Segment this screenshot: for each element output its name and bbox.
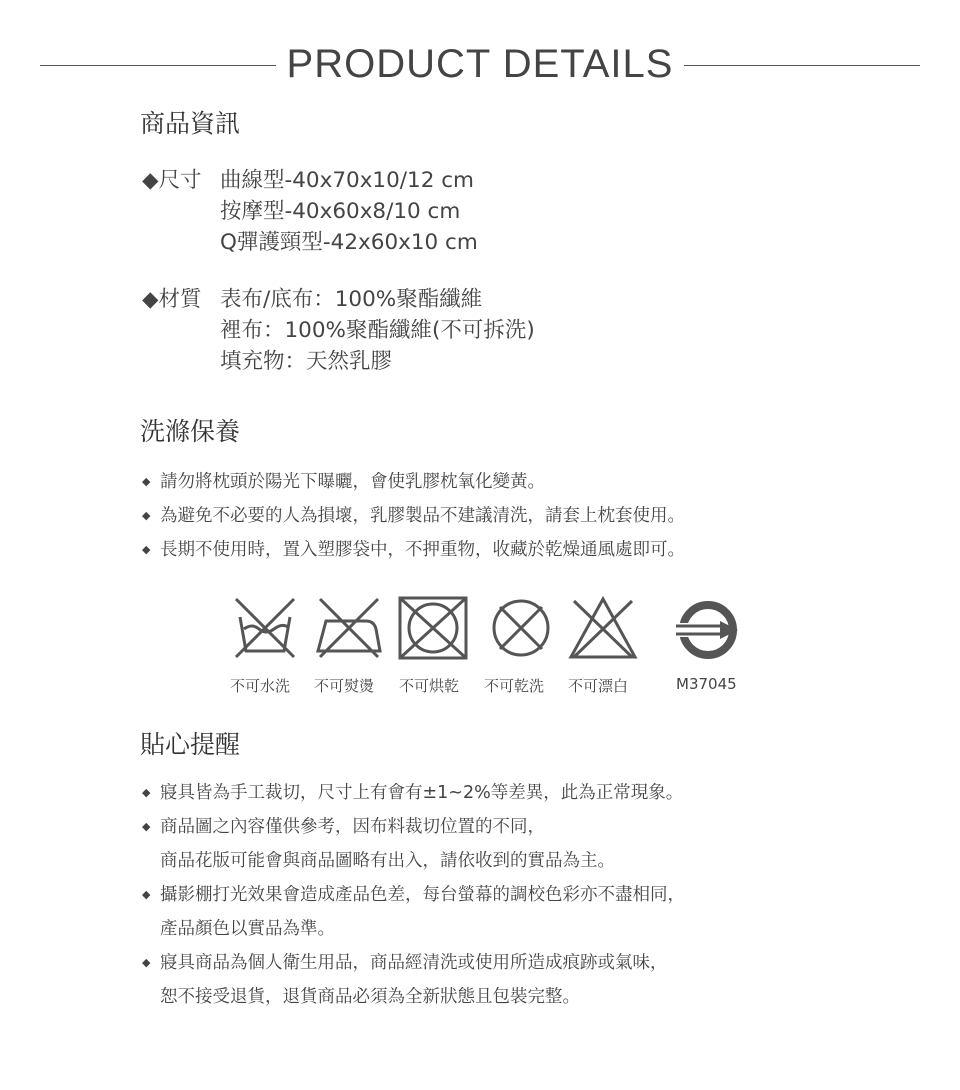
care-label: 不可熨燙	[314, 677, 375, 695]
size-line: 曲線型-40x70x10/12 cm	[220, 168, 474, 193]
title-divider-right	[684, 65, 920, 66]
certification-number: M37045	[676, 675, 737, 693]
no-bleach-icon	[568, 595, 638, 661]
care-label: 不可乾洗	[484, 677, 545, 695]
list-item: ◆ 為避免不必要的人為損壞，乳膠製品不建議清洗，請套上枕套使用。	[142, 499, 685, 533]
care-list	[142, 465, 685, 567]
certification-mark-icon	[672, 599, 744, 661]
reminders-list	[142, 776, 685, 1014]
bullet-diamond: ◆	[142, 475, 151, 488]
list-item-continuation: 商品花版可能會與商品圖略有出入，請依收到的實品為主。	[160, 851, 615, 871]
no-iron-icon	[314, 595, 384, 661]
bullet-diamond: ◆	[142, 956, 151, 969]
care-label: 不可漂白	[568, 677, 629, 695]
care-heading: 洗滌保養	[140, 417, 241, 446]
care-label: 不可烘乾	[399, 677, 460, 695]
page-title: PRODUCT DETAILS	[286, 42, 674, 86]
material-line: 裡布：100%聚酯纖維(不可拆洗)	[220, 318, 535, 343]
material-line: 表布/底布：100%聚酯纖維	[220, 287, 483, 312]
reminders-heading: 貼心提醒	[140, 730, 241, 759]
list-item-continuation: 產品顏色以實品為準。	[160, 919, 335, 939]
no-dry-clean-icon	[488, 595, 554, 661]
care-label: 不可水洗	[230, 677, 291, 695]
bullet-diamond: ◆	[142, 786, 151, 799]
list-item: ◆ 長期不使用時，置入塑膠袋中，不押重物，收藏於乾燥通風處即可。	[142, 533, 685, 567]
no-tumble-dry-icon	[396, 595, 470, 661]
bullet-diamond: ◆	[142, 820, 151, 833]
no-wash-icon	[232, 595, 298, 661]
list-item: ◆ 攝影棚打光效果會造成產品色差，每台螢幕的調校色彩亦不盡相同，	[142, 878, 685, 912]
list-item: ◆ 寢具皆為手工裁切，尺寸上有會有±1~2%等差異，此為正常現象。	[142, 776, 685, 810]
list-item: ◆ 請勿將枕頭於陽光下曝曬，會使乳膠枕氧化變黃。	[142, 465, 685, 499]
size-line: 按摩型-40x60x8/10 cm	[220, 199, 461, 224]
list-item: ◆ 寢具商品為個人衛生用品，商品經清洗或使用所造成痕跡或氣味，	[142, 946, 685, 980]
title-row	[0, 38, 960, 94]
product-info-heading: 商品資訊	[140, 109, 241, 138]
care-symbols	[228, 595, 748, 665]
size-label: ◆尺寸	[142, 168, 202, 193]
list-item-continuation: 恕不接受退貨，退貨商品必須為全新狀態且包裝完整。	[160, 987, 580, 1007]
bullet-diamond: ◆	[142, 888, 151, 901]
bullet-diamond: ◆	[142, 543, 151, 556]
list-item: ◆ 商品圖之內容僅供參考，因布料裁切位置的不同，	[142, 810, 685, 844]
material-label: ◆材質	[142, 287, 202, 312]
bullet-diamond: ◆	[142, 509, 151, 522]
material-line: 填充物：天然乳膠	[220, 349, 393, 374]
size-line: Q彈護頸型-42x60x10 cm	[220, 230, 478, 255]
